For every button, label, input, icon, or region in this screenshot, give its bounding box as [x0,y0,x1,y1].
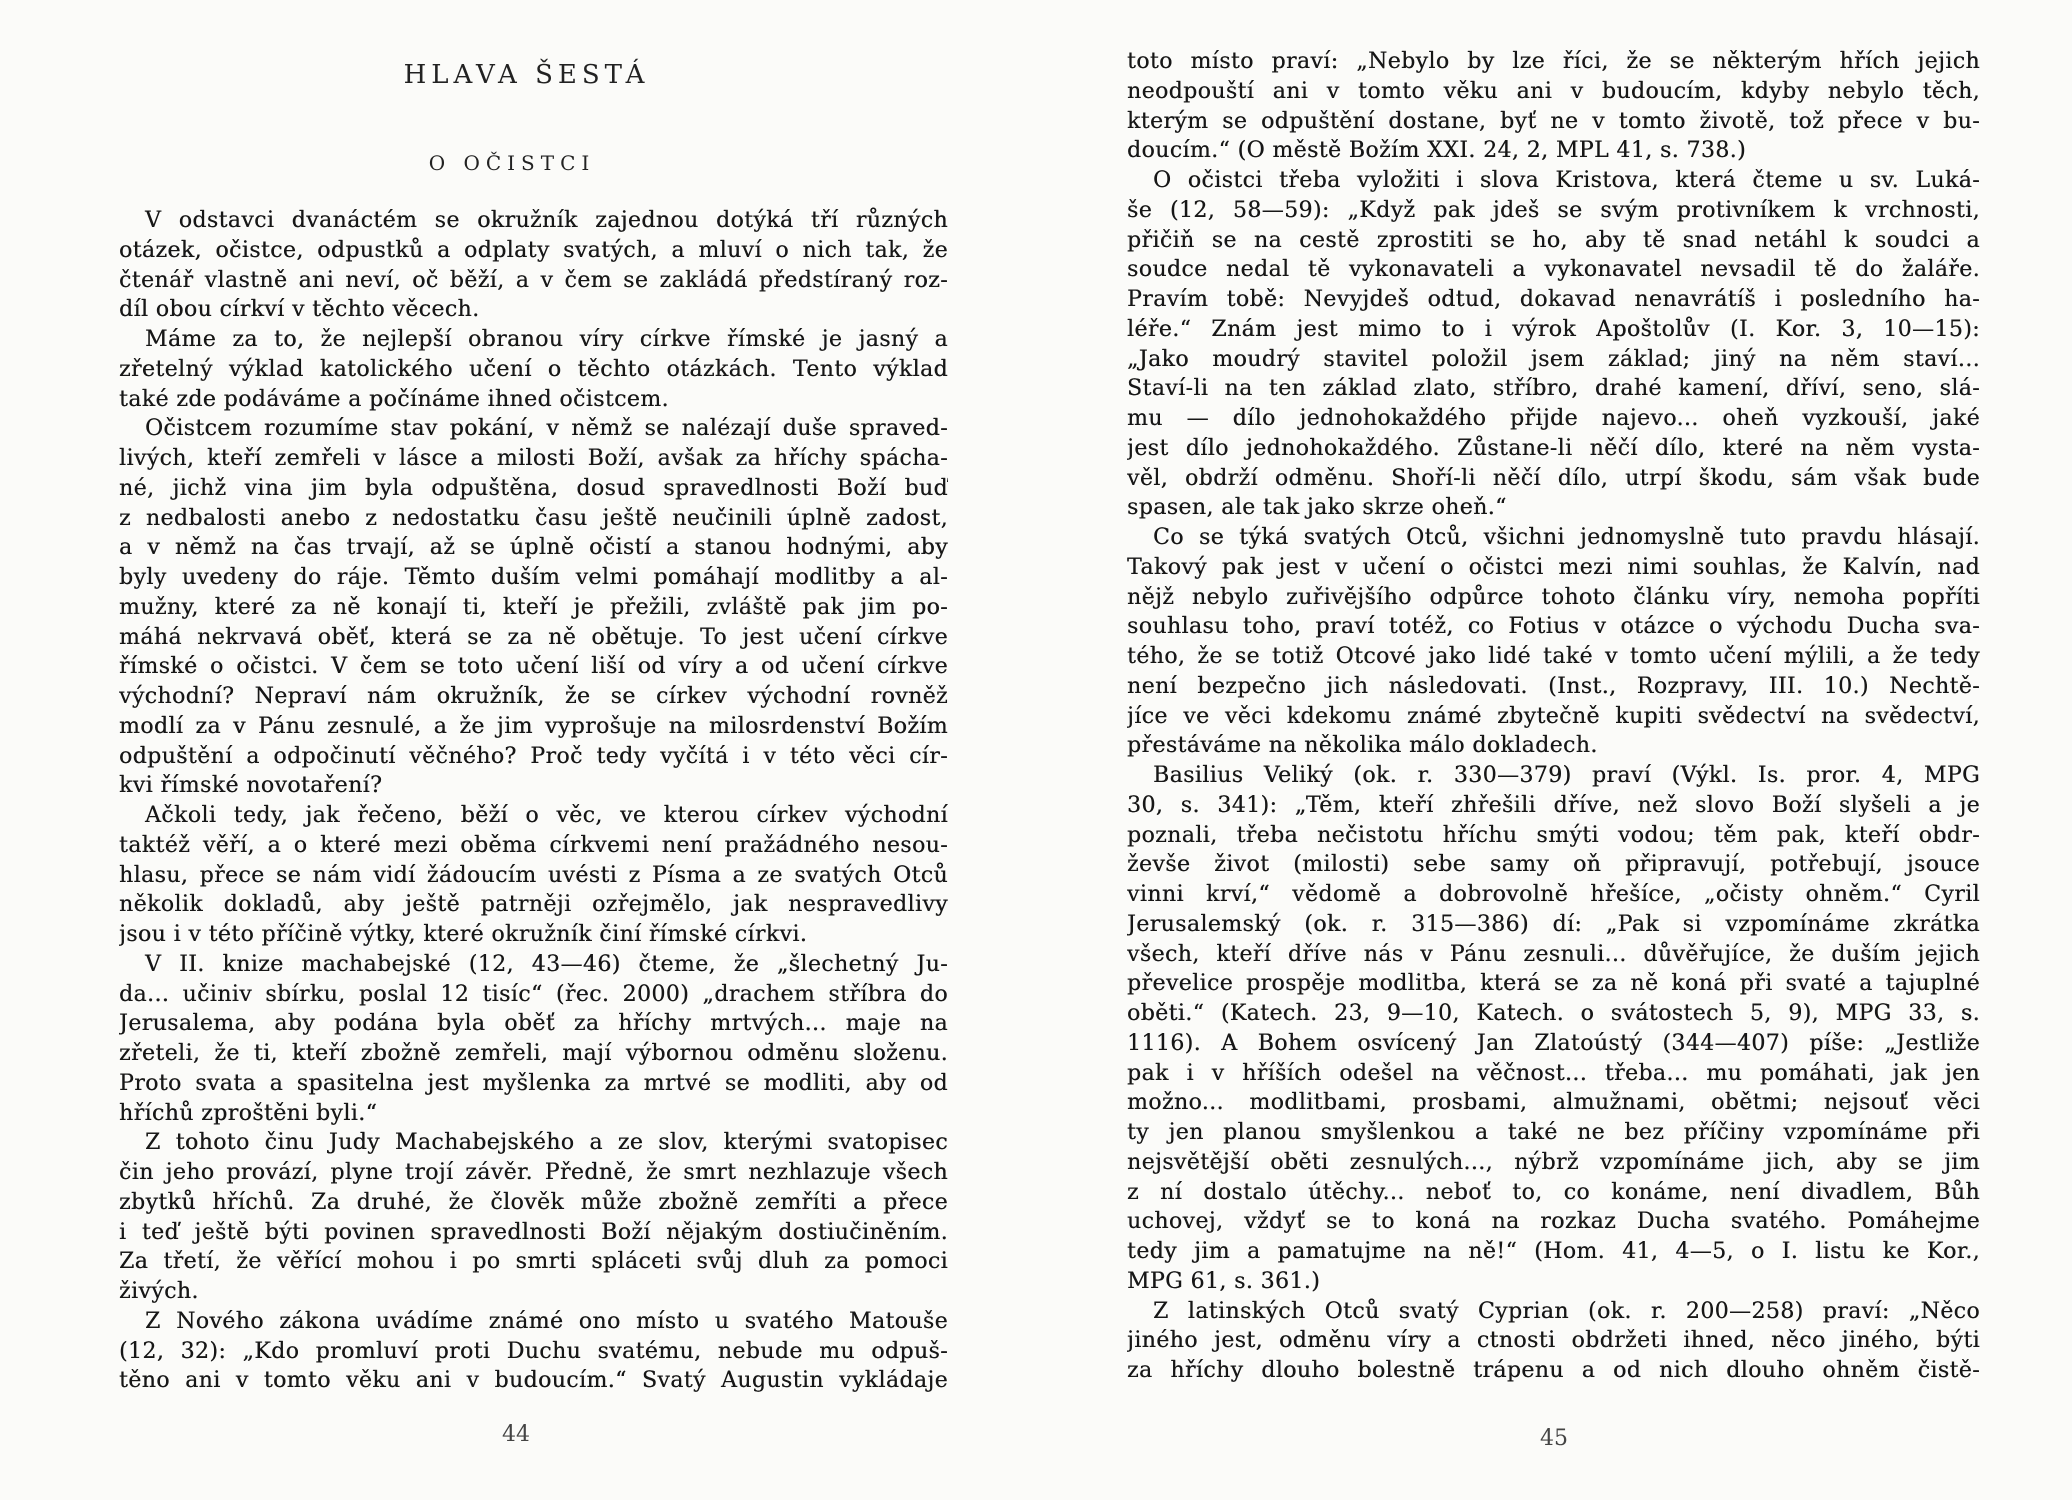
paragraph [119,1128,948,1307]
text-line: nějž nebylo zuřivějšího odpůrce tohoto článku víry, nemoha popříti [1127,584,1980,610]
text-line: Basilius Veliký (ok. r. 330—379) praví (Výkl. Is. pror. 4, MPG [1153,763,1980,788]
text-line: není bezpečno jich následovati. (Inst., Rozpravy, III. 10.) Nechtě- [1127,673,1980,699]
text-line: Za třetí, že věřící mohou i po smrti spláceti svůj dluh za pomoci [119,1249,948,1275]
text-line: (12, 32): „Kdo promluví proti Duchu svatému, nebude mu odpuš- [119,1338,948,1364]
text-column [1127,47,1980,1386]
text-line: Jerusalemský (ok. r. 315—386) dí: „Pak si vzpomínáme zkrátka [1127,911,1980,937]
text-line: Pravím tobě: Nevyjdeš odtud, dokavad nenavrátíš i posledního ha- [1127,287,1980,312]
paragraph [119,325,948,414]
text-line: MPG 61, s. 361.) [1127,1268,1321,1294]
text-line: Co se týká svatých Otců, všichni jednomyslně tuto pravdu hlásají. [1153,525,1980,550]
text-line: ževše život (milosti) sebe samy oň připravují, potřebují, jsouce [1127,852,1980,878]
text-line: Staví-li na ten základ zlato, stříbro, drahé kamení, dříví, seno, slá- [1127,376,1980,402]
text-line: kvi římské novotaření? [119,773,383,799]
text-line: jiného jest, odměnu víry a ctnosti obdržeti ihned, něco jiného, býti [1127,1328,1980,1354]
text-line: odpuštění a odpočinutí věčného? Proč tedy vyčítá i v této věci cír- [119,743,948,769]
text-line: přičiň se na cestě zprostiti se ho, aby tě snad netáhl k soudci a [1127,227,1980,253]
text-line: několik dokladů, aby ještě patrněji ozřejmělo, jak nespravedlivy [119,892,948,918]
text-line: da... učiniv sbírku, poslal 12 tisíc“ (řec. 2000) „drachem stříbra do [119,981,948,1007]
paragraph [1127,166,1980,523]
text-line: vinni krví,“ vědomě a dobrovolně hřešíce, „očisty ohněm.“ Cyril [1127,882,1980,907]
text-line: neodpouští ani v tomto věku ani v budoucím, kdyby nebylo těch, [1127,78,1980,104]
text-line: V II. knize machabejské (12, 43—46) čteme, že „šlechetný Ju- [145,951,948,977]
text-line: všech, kteří dříve nás v Pánu zesnuli... důvěřujíce, že duším jejich [1127,941,1980,967]
text-line: jest dílo jednohokaždého. Zůstane-li něčí dílo, které na něm vysta- [1127,435,1980,461]
text-line: hlasu, přece se nám vidí žádoucím uvésti z Písma a ze svatých Otců [119,862,948,888]
text-line: spasen, ale tak jako skrze oheň.“ [1127,495,1507,521]
text-line: věl, obdrží odměnu. Shoří-li něčí dílo, utrpí škodu, sám však bude [1127,465,1980,491]
text-line: Jerusalema, aby podána byla oběť za hříchy mrtvých... maje na [119,1011,948,1037]
page-number: 45 [1540,1426,1568,1451]
text-line: léře.“ Znám jest mimo to i výrok Apoštolův (I. Kor. 3, 10—15): [1127,316,1980,342]
text-line: kterým se odpuštění dostane, byť ne v tomto životě, tož přece v bu- [1127,108,1980,134]
paragraph [119,206,948,325]
text-line: Takový pak jest v učení o očistci mezi nimi souhlas, že Kalvín, nad [1127,554,1980,580]
text-line: a v němž na čas trvají, až se úplně očistí a stanou hodnými, aby [119,535,948,561]
text-line: římské o očistci. V čem se toto učení liší od víry a od učení církve [119,654,948,680]
text-line: toto místo praví: „Nebylo by lze říci, že se některým hřích jejich [1127,49,1980,74]
text-line: Z latinských Otců svatý Cyprian (ok. r. 200—258) praví: „Něco [1153,1298,1980,1324]
text-line: ty jen planou smyšlenkou a také ne bez příčiny vzpomínáme při [1127,1120,1980,1145]
text-line: še (12, 58—59): „Když pak jdeš se svým protivníkem k vrchnosti, [1127,197,1980,223]
paragraph [1127,761,1980,1297]
paragraph [119,950,948,1129]
text-line: V odstavci dvanáctém se okružník zajednou dotýká tří různých [145,208,948,233]
text-line: jsou i v této příčině výtky, které okružník činí římské církvi. [119,922,808,947]
text-line: zřetelný výklad katolického učení o těchto otázkách. Tento výklad [119,356,948,382]
text-line: Z Nového zákona uvádíme známé ono místo u svatého Matouše [145,1308,948,1334]
text-line: zřeteli, že ti, kteří zbožně zemřeli, mají výbornou odměnu složenu. [119,1041,948,1066]
text-line: 1116). A Bohem osvícený Jan Zlatoústý (344—407) píše: „Jestliže [1127,1030,1980,1056]
text-line: máhá nekrvavá oběť, která se za ně obětuje. To jest učení církve [119,624,948,650]
text-line: živých. [119,1279,199,1304]
text-line: přestáváme na několika málo dokladech. [1127,733,1598,759]
text-line: čtenář vlastně ani neví, oč běží, a v čem se zakládá předstíraný roz- [119,267,948,293]
text-line: převelice prospěje modlitba, která se za ně koná při svaté a tajuplné [1127,971,1980,997]
text-line: Z tohoto činu Judy Machabejského a ze slov, kterými svatopisec [145,1130,948,1156]
text-line: livých, kteří zemřeli v lásce a milosti Boží, avšak za hříchy spácha- [119,446,948,471]
text-line: Ačkoli tedy, jak řečeno, běží o věc, ve kterou církev východní [145,803,948,828]
text-line: Máme za to, že nejlepší obranou víry církve římské je jasný a [145,327,948,352]
text-line: doucím.“ (O městě Božím XXI. 24, 2, MPL 41, s. 738.) [1127,138,1746,164]
text-line: hříchů zproštěni byli.“ [119,1100,378,1126]
paragraph [1127,47,1980,166]
text-line: „Jako moudrý stavitel položil jsem základ; jiný na něm staví... [1127,346,1980,372]
right-page [1036,0,2072,1500]
text-line: né, jichž vina jim byla odpuštěna, dosud spravedlnosti Boží buď [119,475,948,501]
text-line: díl obou církví v těchto věcech. [119,297,480,323]
text-line: oběti.“ (Katech. 23, 9—10, Katech. o svátostech 5, 9), MPG 33, s. [1127,1001,1980,1026]
text-line: O očistci třeba vyložiti i slova Kristova, která čteme u sv. Luká- [1153,168,1980,193]
text-line: souhlasu toho, praví totéž, co Fotius v otázce o východu Ducha sva- [1127,614,1980,640]
text-line: Proto svata a spasitelna jest myšlenka za mrtvé se modliti, aby od [119,1070,948,1096]
text-line: taktéž věří, a o které mezi oběma církvemi není pražádného nesou- [119,832,948,858]
text-line: také zde podáváme a počínáme ihned očistcem. [119,386,669,412]
text-line: tého, že se totiž Otcové jako lidé také v tomto učení mýlili, a že tedy [1127,644,1980,669]
text-line: modlí za v Pánu zesnulé, a že jim vyprošuje na milosrdenství Božím [119,713,948,739]
text-line: východní? Nepraví nám okružník, že se církev východní rovněž [119,684,948,709]
paragraph [1127,1297,1980,1386]
text-line: mu — dílo jednohokaždého přijde najevo... oheň vyzkouší, jaké [1127,406,1980,431]
text-line: poznali, třeba nečistotu hříchu smýti vodou; těm pak, kteří obdr- [1127,822,1980,848]
text-line: těno ani v tomto věku ani v budoucím.“ Svatý Augustin vykládaje [119,1368,948,1394]
text-line: z ní dostalo útěchy... neboť to, co konáme, není divadlem, Bůh [1127,1179,1980,1205]
text-line: pak i v hříších odešel na věčnost... třeba... mu pomáhati, jak jen [1127,1060,1980,1086]
chapter-subtitle: O OČISTCI [428,151,596,175]
paragraph [119,801,948,950]
text-line: z nedbalosti anebo z nedostatku času ještě neučinili úplně zadost, [119,505,948,531]
paragraph [119,414,948,801]
text-line: Očistcem rozumíme stav pokání, v němž se nalézají duše spraved- [145,416,948,442]
text-line: možno... modlitbami, prosbami, almužnami, obětmi; nejsouť věci [1127,1090,1980,1116]
text-line: byly uvedeny do ráje. Těmto duším velmi pomáhají modlitby a al- [119,565,948,590]
text-line: za hříchy dlouho bolestně trápenu a od nich dlouho ohněm čistě- [1127,1358,1980,1383]
text-line: otázek, očistce, odpustků a odplaty svatých, a mluví o nich tak, že [119,237,948,263]
page-number: 44 [502,1422,530,1447]
text-line: soudce nedal tě vykonavateli a vykonavatel nevsadil tě do žaláře. [1127,257,1980,283]
text-line: uchovej, vždyť se to koná na rozkaz Ducha svatého. Pomáhejme [1127,1209,1980,1235]
paragraph [1127,523,1980,761]
text-line: nejsvětější oběti zesnulých..., nýbrž vzpomínáme jich, aby se jim [1127,1149,1980,1175]
text-line: zbytků hříchů. Za druhé, že člověk může zbožně zemříti a přece [119,1189,948,1215]
text-line: jíce ve věci kdekomu známé zbytečně kupiti svědectví na svědectví, [1127,703,1980,729]
text-line: i teď ještě býti povinen spravedlnosti Boží nějakým dostiučiněním. [119,1219,948,1245]
text-line: čin jeho provází, plyne trojí závěr. Předně, že smrt nezhlazuje všech [119,1160,948,1185]
chapter-title: HLAVA ŠESTÁ [403,60,650,90]
text-line: tedy jim a pamatujme na ně!“ (Hom. 41, 4—5, o I. listu ke Kor., [1127,1239,1980,1264]
paragraph [119,1307,948,1396]
text-line: mužny, které za ně konají ti, kteří je přežili, zvláště pak jim po- [119,594,948,620]
text-line: 30, s. 341): „Těm, kteří zhřešili dříve, než slovo Boží slyšeli a je [1127,792,1980,818]
text-column [119,206,948,1396]
